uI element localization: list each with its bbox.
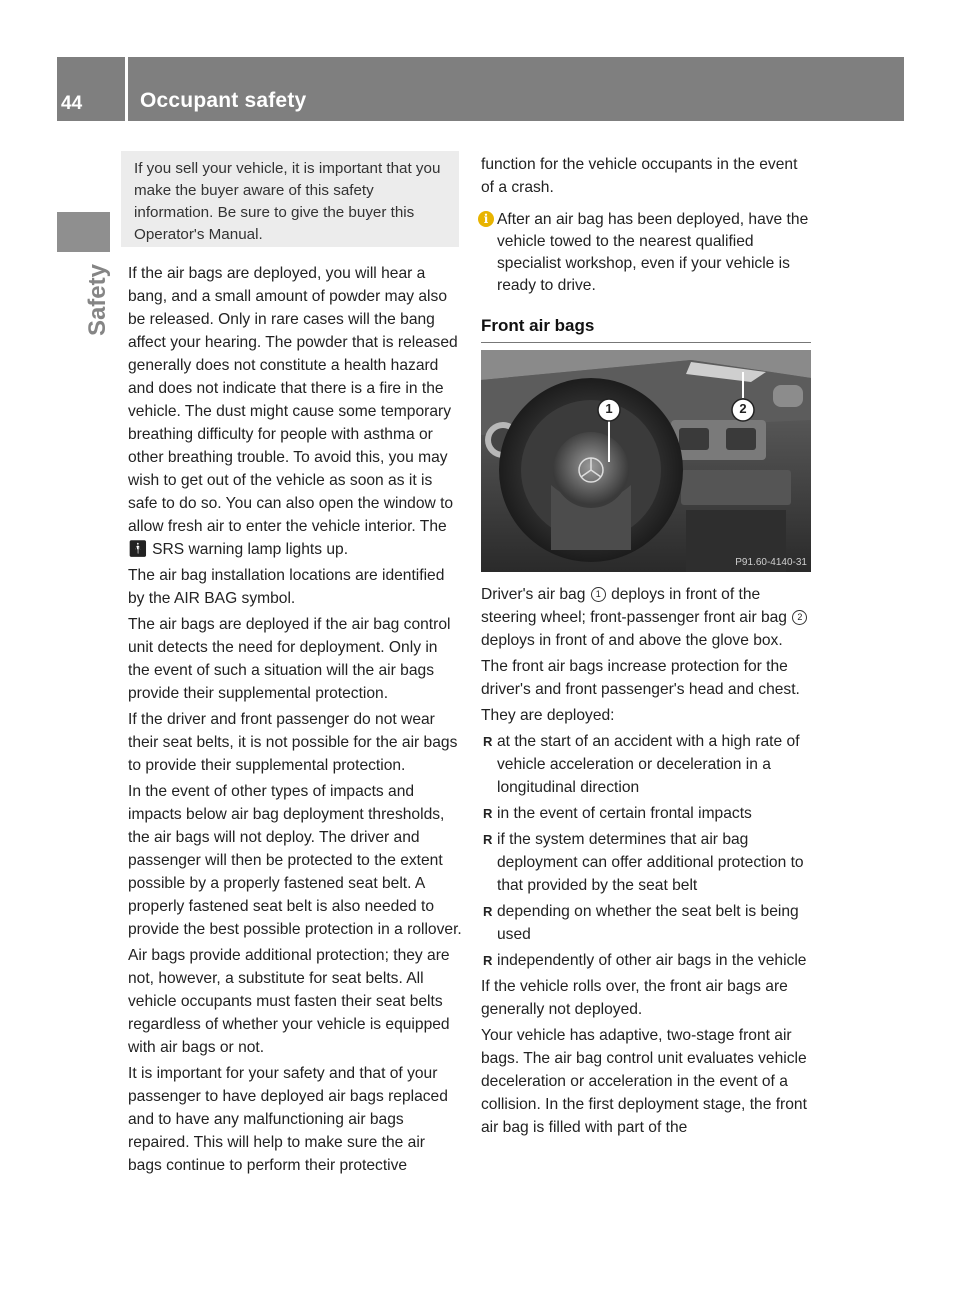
callout-label-2: 2 <box>739 401 747 416</box>
list-item: R at the start of an accident with a high rate of vehicle acceleration or deceleration in a longitudinal direction <box>481 730 813 799</box>
info-text: After an air bag has been deployed, have the vehicle towed to the nearest qualified specialist workshop, even if your vehicle is ready to drive. <box>497 211 809 294</box>
note-text: If you sell your vehicle, it is important that you make the buyer aware of this safety information. Be sure to give the buyer this Operator's Manual. <box>134 160 441 243</box>
paragraph-text: deploys in front of and above the glove box. <box>481 632 783 649</box>
list-item: R depending on whether the seat belt is being used <box>481 900 813 946</box>
paragraph-increase-protection: The front air bags increase protection for the driver's and front passenger's head and chest. <box>481 658 800 698</box>
info-icon: i <box>478 211 494 227</box>
right-column-lower <box>481 583 813 1142</box>
section-title: Occupant safety <box>140 89 307 112</box>
callout-ref-1: 1 <box>591 587 606 602</box>
paragraph-additional-protection: Air bags provide additional protection; they are not, however, a substitute for seat belts. All vehicle occupants must fasten their seat belts regardless of whether your vehicle is equipped with air bags or not. <box>128 947 450 1056</box>
paragraph-control-unit: The air bags are deployed if the air bag control unit detects the need for deployment. Only in the event of such a situation will the air bags provide their supplemental protection. <box>128 616 451 702</box>
deployment-conditions-list <box>481 730 813 972</box>
header-divider <box>125 57 128 121</box>
subheading-front-air-bags: Front air bags <box>481 316 595 335</box>
paragraph-adaptive: Your vehicle has adaptive, two-stage front air bags. The air bag control unit evaluates vehicle deceleration or acceleration in the event of a collision. In the first deployment stage, the front air bag is filled with part of the <box>481 1027 807 1136</box>
paragraph-installation-locations: The air bag installation locations are identified by the AIR BAG symbol. <box>128 567 445 607</box>
srs-warning-lamp-icon: 🚹︎ <box>128 541 148 558</box>
subheading-rule <box>481 342 811 343</box>
paragraph-continuation: function for the vehicle occupants in the event of a crash. <box>481 156 798 196</box>
dashboard-figure <box>481 350 811 572</box>
right-column <box>481 153 813 300</box>
side-tab-marker <box>57 212 110 252</box>
paragraph-text: If the air bags are deployed, you will hear a bang, and a small amount of powder may also be released. Only in rare cases will the bang affect your hearing. The powder that is released generally does not constitute a health hazard and does not indicate that there is a fire in the vehicle. The dust might cause some temporary breathing difficulty for people with asthma or other breathing trouble. To avoid this, you may wish to get out of the vehicle as soon as it is safe to do so. You can also open the window to allow fresh air to enter the vehicle interior. The <box>128 265 458 535</box>
paragraph-rollover: If the vehicle rolls over, the front air bags are generally not deployed. <box>481 978 788 1018</box>
dashboard-illustration <box>481 350 811 572</box>
paragraph-text: Driver's air bag <box>481 586 586 603</box>
list-item: R in the event of certain frontal impacts <box>481 802 813 825</box>
paragraph-text: SRS warning lamp lights up. <box>152 541 349 558</box>
page-number: 44 <box>61 93 83 114</box>
list-item: R independently of other air bags in the vehicle <box>481 949 813 972</box>
callout-ref-2: 2 <box>792 610 807 625</box>
figure-code: P91.60-4140-31 <box>735 557 807 568</box>
side-tab-label: Safety <box>84 264 111 337</box>
paragraph-deployed: They are deployed: <box>481 707 615 724</box>
paragraph-replacement: It is important for your safety and that of your passenger to have deployed air bags replaced and to have any malfunctioning air bags repaired. This will help to make sure the air bags continue to perform their protective <box>128 1065 448 1174</box>
info-note <box>481 209 813 297</box>
list-item: R if the system determines that air bag deployment can offer additional protection to that provided by the seat belt <box>481 828 813 897</box>
left-column <box>128 262 462 1180</box>
paragraph-other-impacts: In the event of other types of impacts and impacts below air bag deployment thresholds, the air bags will not deploy. The driver and passenger will then be protected to the extent possible by a properly fastened seat belt. A properly fastened seat belt is also needed to provide the best possible protection in a rollover. <box>128 783 462 938</box>
paragraph-deployment-noise <box>128 262 462 561</box>
paragraph-seat-belts: If the driver and front passenger do not wear their seat belts, it is not possible for the air bags to provide their supplemental protection. <box>128 711 458 774</box>
figure-description <box>481 583 813 652</box>
paragraph-text: deploys in front of the steering wheel; front-passenger front air bag <box>481 586 787 626</box>
callout-label-1: 1 <box>605 401 613 416</box>
